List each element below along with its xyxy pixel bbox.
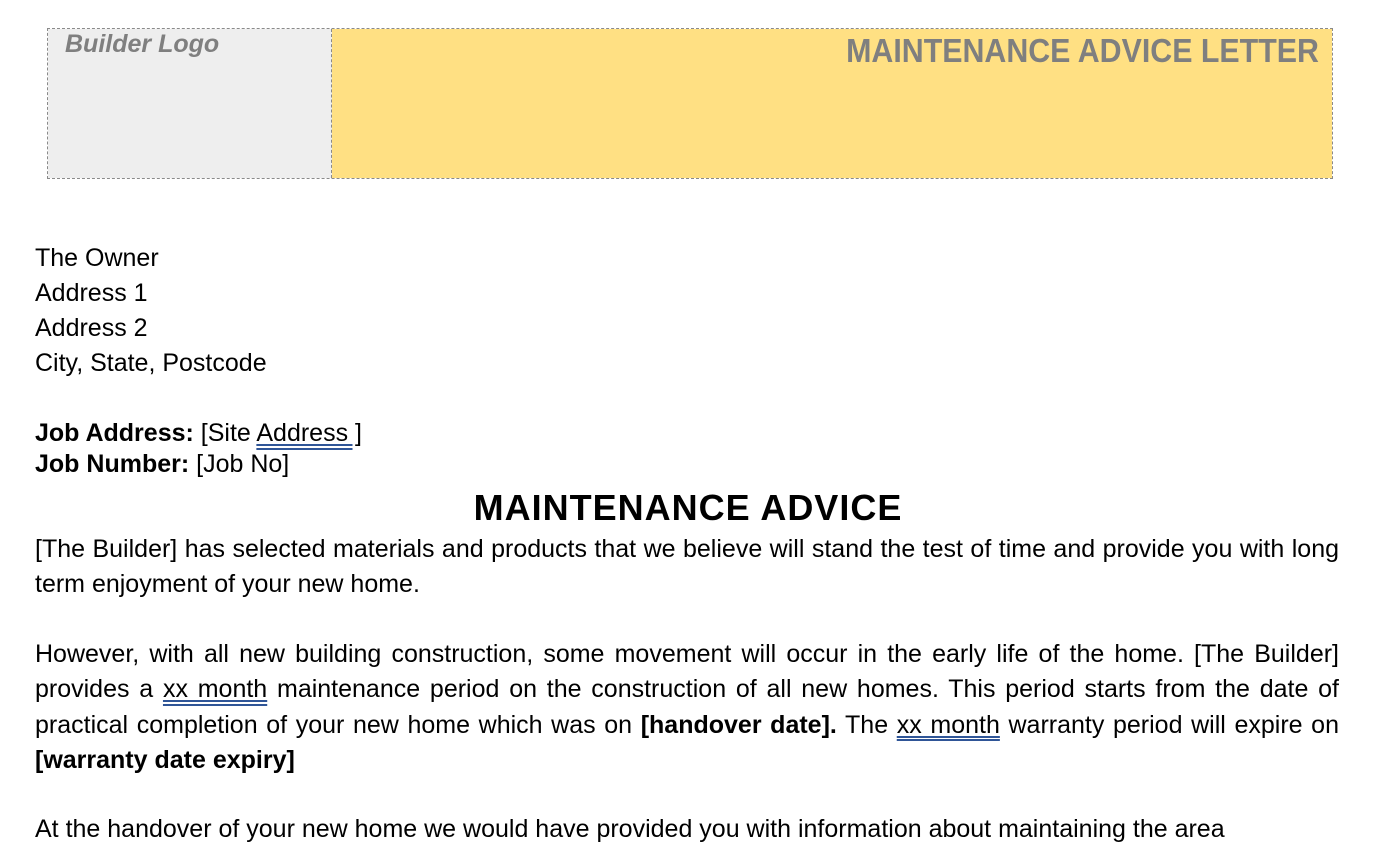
recipient-city-state-postcode: City, State, Postcode	[35, 349, 267, 377]
job-address-open: [Site	[193, 419, 257, 447]
recipient-address-2: Address 2	[35, 314, 148, 342]
paragraph2-part4: warranty period will expire on	[999, 710, 1339, 739]
handover-date: [handover date].	[640, 710, 837, 739]
title-cell	[332, 29, 1332, 178]
job-address-line	[35, 418, 362, 448]
letter-title: MAINTENANCE ADVICE LETTER	[846, 32, 1319, 69]
job-number-value: [Job No]	[189, 450, 290, 478]
paragraph2-part1: However, with all new building construction, some movement will occur in the early life of the home. [The Builder] provides a	[35, 640, 1339, 704]
recipient-name: The Owner	[35, 244, 159, 272]
maintenance-term-2: xx month	[896, 710, 1000, 739]
job-number-line	[35, 449, 289, 479]
logo-cell	[48, 29, 332, 178]
paragraph2-part3: The	[836, 710, 897, 739]
job-address-value: Address ]	[256, 419, 362, 447]
section-heading: MAINTENANCE ADVICE	[473, 487, 903, 528]
warranty-expiry-date: [warranty date expiry]	[35, 745, 295, 774]
paragraph-handover-info: At the handover of your new home we would have provided you with information about maintaining the area	[35, 815, 1225, 843]
builder-logo: Builder Logo	[65, 30, 220, 58]
job-number-label: Job Number:	[35, 450, 190, 478]
paragraph2-part2: maintenance period on the construction of all new homes. This period starts from the date of practical completion of your new home which was on	[35, 675, 1339, 739]
job-address-label: Job Address:	[35, 419, 194, 447]
paragraph-maintenance-period	[35, 637, 1339, 778]
recipient-address-1: Address 1	[35, 279, 148, 307]
header-table	[47, 28, 1333, 179]
paragraph-intro: [The Builder] has selected materials and products that we believe will stand the test of time and provide you with long term enjoyment of your new home.	[35, 535, 1339, 599]
maintenance-term-1: xx month	[162, 675, 268, 704]
